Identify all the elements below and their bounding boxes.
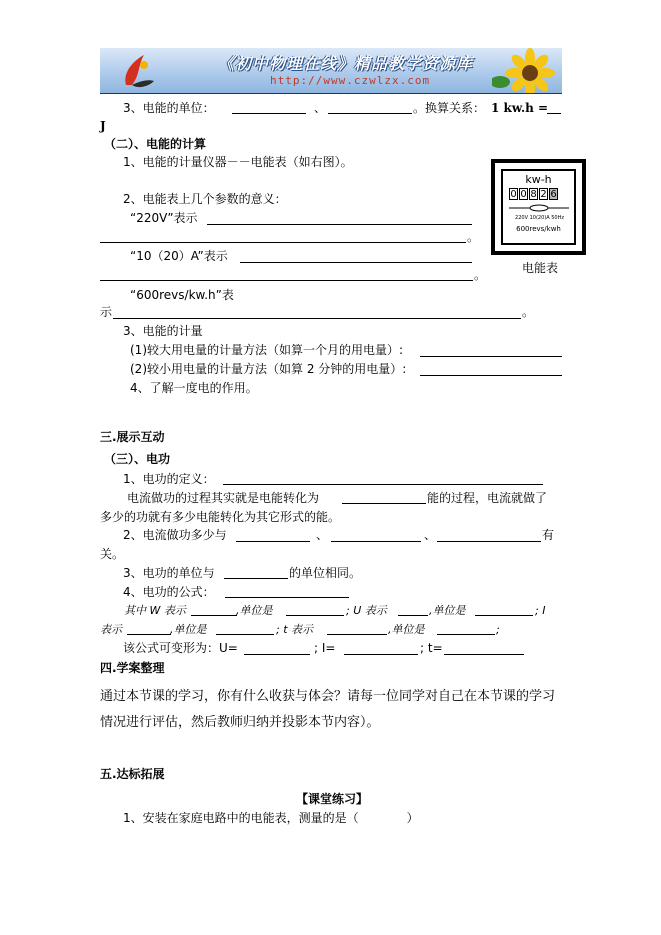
where-w: 其中 W 表示 [124,604,186,617]
where-end: ; [496,623,500,636]
work-item-1: 1、电功的定义： [123,472,215,486]
transform-i: ; I= [314,641,336,655]
work-item-3-tail: 的单位相同。 [289,566,362,580]
summary-line-1: 通过本节课的学习，你有什么收获与体会？请每一位同学对自己在本节课的学习 [100,689,556,704]
site-title: 《初中物理在线》精品教学资源库 [218,54,474,73]
transform-i-blank[interactable] [344,654,418,655]
header-banner [100,48,562,93]
where-i-unit-blank[interactable] [216,634,274,635]
where-u: ; U 表示 [346,604,387,617]
param-10a-period: 。 [474,268,487,282]
conversion-formula: 1 kw.h = [491,101,549,115]
work-item-3-blank[interactable] [224,578,288,579]
where-t: ; t 表示 [276,623,314,636]
work-item-2: 2、电流做功多少与 [123,528,227,542]
work-item-2-tail: 有 [542,528,555,542]
work-para-c: 多少的功就有多少电能转化为其它形式的能。 [100,510,341,524]
meter-revs: 600revs/kwh [516,225,561,233]
param-220v-blank-2[interactable] [100,242,466,243]
where-u-unit-blank[interactable] [475,615,533,616]
work-para-a: 电流做功的过程其实就是电能转化为 [127,491,320,505]
where-t-unit: ,单位是 [388,623,425,636]
conversion-label: 。换算关系： [413,101,486,115]
meter-digit: 8 [530,189,537,200]
work-item-3: 3、电功的单位与 [123,566,215,580]
site-url[interactable]: http://www.czwlzx.com [270,74,431,87]
work-para-b: 能的过程，电流就做了 [427,491,548,505]
where-t-unit-blank[interactable] [437,634,495,635]
meter-disc-icon [509,204,569,212]
transform-t-blank[interactable] [444,654,524,655]
work-item-2-end: 关。 [100,547,125,561]
practice-q1: 1、安装在家庭电路中的电能表，测量的是（ ） [123,811,419,825]
calc-item-3-2-blank[interactable] [420,375,562,376]
param-220v-blank-1[interactable] [207,224,472,225]
work-formula-blank[interactable] [225,597,349,598]
meter-unit: kw-h [525,173,552,186]
work-item-2-blank-3[interactable] [437,541,541,542]
work-item-2-blank-1[interactable] [236,541,310,542]
calc-item-1: 1、电能的计量仪器－－电能表（如右图）。 [123,155,353,169]
meter-digits [509,188,559,200]
section-heading-work: （三）、电功 [104,452,171,466]
sunflower-icon [492,48,562,93]
calc-item-3-1-blank[interactable] [420,356,562,357]
conversion-unit: J [100,119,106,133]
where-i-unit: ,单位是 [170,623,207,636]
section-heading-calc: （二）、电能的计算 [104,137,207,151]
work-item-2-sep-2: 、 [424,528,437,542]
transform-t: ; t= [420,641,443,655]
param-600-period: 。 [522,305,535,319]
meter-caption: 电能表 [522,261,559,275]
where-w-unit: ,单位是 [236,604,273,617]
work-def-blank[interactable] [223,484,543,485]
meter-spec: 220V 10(20)A 50Hz [515,215,564,221]
calc-item-4: 4、了解一度电的作用。 [130,381,258,395]
section-heading-summary: 四.学案整理 [100,661,165,675]
conversion-blank[interactable] [547,113,561,114]
where-w-unit-blank[interactable] [286,615,344,616]
calc-item-2: 2、电能表上几个参数的意义： [123,192,287,206]
calc-item-3-1: (1)较大用电量的计量方法（如算一个月的用电量）: [130,343,404,357]
unit-blank-2[interactable] [328,113,412,114]
where-i: ; I [535,604,546,617]
param-220v-label: “220V”表示 [130,211,198,225]
calc-item-3-2: (2)较小用电量的计量方法（如算 2 分钟的用电量）: [130,362,407,376]
transform-u: 该公式可变形为：U= [123,641,238,655]
where-w-blank[interactable] [191,615,237,616]
param-10a-blank-2[interactable] [100,280,473,281]
param-600-label: “600revs/kw.h”表 [130,288,234,302]
section-heading-extend: 五.达标拓展 [100,767,165,781]
transform-u-blank[interactable] [244,654,310,655]
summary-line-2: 情况进行评估，然后教师归纳并投影本节内容）。 [100,715,380,730]
param-600-blank[interactable] [113,318,521,319]
meter-digit: 6 [550,189,557,200]
param-220v-period: 。 [467,230,480,244]
param-600-cont: 示 [100,305,113,319]
meter-digit: 0 [510,189,517,200]
electric-meter-figure [491,159,586,255]
practice-title: 【课堂练习】 [296,792,369,806]
param-10a-blank-1[interactable] [240,262,472,263]
work-item-4: 4、电功的公式： [123,585,215,599]
meter-digit: 2 [540,189,547,200]
unit-sep: 、 [314,101,327,115]
meter-face [501,169,576,245]
section-heading-show: 三.展示互动 [100,430,165,444]
unit-blank-1[interactable] [232,113,306,114]
calc-item-3: 3、电能的计量 [123,324,203,338]
where-i-label: 表示 [100,623,122,636]
header-rule [100,93,562,94]
work-item-2-sep-1: 、 [316,528,329,542]
where-t-blank[interactable] [327,634,387,635]
logo-icon [118,51,158,91]
where-i-blank[interactable] [127,634,171,635]
meter-digit: 0 [520,189,527,200]
work-para-blank[interactable] [342,503,426,504]
where-u-blank[interactable] [398,615,428,616]
param-10a-label: “10（20）A”表示 [130,249,228,263]
work-item-2-blank-2[interactable] [331,541,421,542]
where-u-unit: ,单位是 [429,604,466,617]
unit-label: 3、电能的单位： [123,101,215,115]
